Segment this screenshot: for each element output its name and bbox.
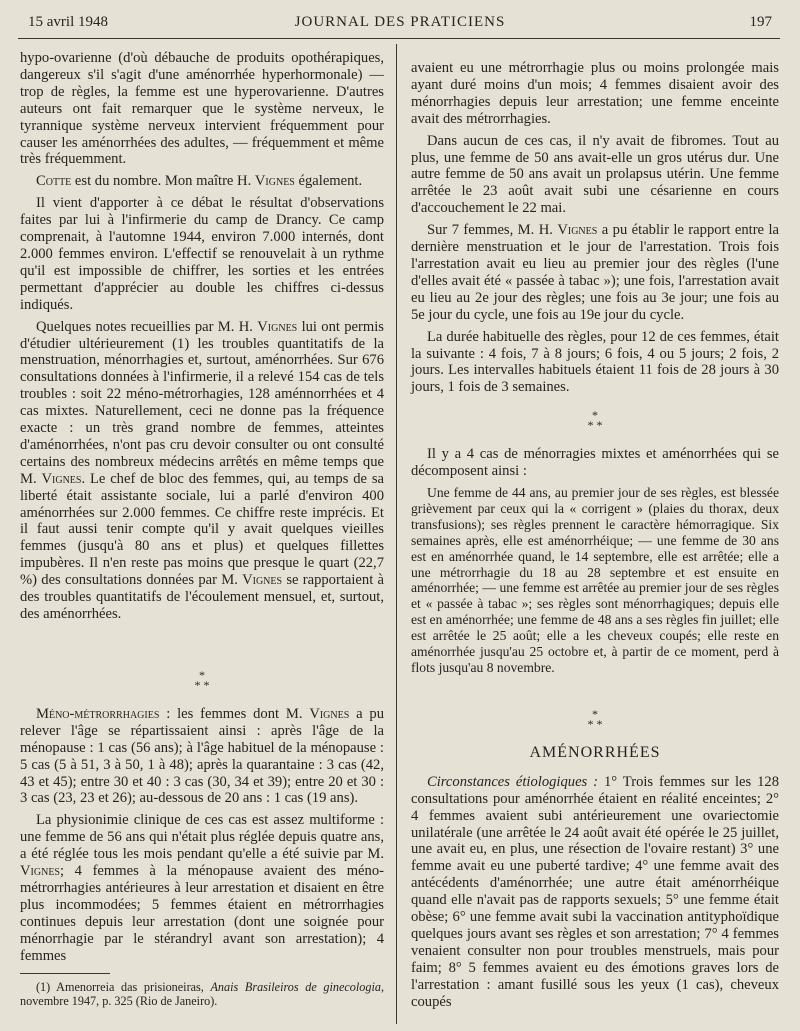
author-name: Vignes	[557, 222, 598, 239]
footnote-rule	[20, 973, 110, 974]
author-name: Vignes	[242, 572, 283, 589]
section-asterisks	[20, 667, 384, 692]
author-name: Vignes	[41, 470, 82, 487]
asterisk-pair: * *	[194, 677, 210, 692]
left-column	[20, 50, 384, 1013]
section-asterisks	[411, 408, 779, 433]
paragraph	[20, 706, 384, 807]
paragraph: La durée habituelle des règles, pour 12 de ces femmes, était la suivante : 4 fois, 7 à 8 jours; 6 fois, 4 ou 5 jours; 2 fois, 2 jours. Les intervalles habituels étaient 11 fois de 28 jours à 30 jours, 1 fois de 3 semaines.	[411, 328, 779, 396]
text-run: 1° Trois femmes sur les 128 consultations pour aménorrhée étaient en réalité enceintes; 2° 4 femmes avaient subi antérieurement une ovariectomie unilatérale (une arrêtée le 24 août avait été opérée le 25 juillet, une avait eu, en plus, une résection de l'ovaire restant) 3° une femme avait eu une puberté tardive; 4° une femme avait des antécédents d'aménorrhée; une autre était aménorrhéique quand elle n'avait pas de rapports sexuels; 5° une femme était obèse; 6° une femme avait subi la vaccination antityphoïdique quelques jours avant ses règles et son arrestation; 7° 4 femmes venaient consulter non pour troubles menstruels, mais pour faim; 8° 5 femmes avaient eu des émotions graves lors de l'arrestation : amant fusillé sous les yeux (1 cas), cheveux coupés	[411, 773, 780, 1010]
asterisk-pair: * *	[587, 716, 603, 731]
case-list-paragraph: Une femme de 44 ans, au premier jour de ses règles, est blessée grièvement par ceux qui la « corrigent » (plaies du thorax, deux transfusions); ses règles prennent le caractère hémorragique. Six semaines après, elle est aménorrhéique; — une femme de 30 ans est en aménorrhée quand, le 14 septembre, elle est arrêtée; elle a une métrorrhagie du 18 au 28 septembre et est ensuite en aménorrhée; — une femme est arrêtée au premier jour de ses règles et « passée à tabac »; ses règles sont ménorrhagiques; depuis elle est en aménorrhée; une femme de 48 ans a ses règles fin juillet; elle est arrêtée le 25 août; elle a les cheveux coupés; elle reste en aménorrhée jusqu'au 25 octobre et, à partir de ce moment, perd à flots jusqu'au 8 novembre.	[411, 485, 779, 675]
text-run: Sur 7 femmes, M. H.	[427, 222, 558, 239]
paragraph: avaient eu une métrorrhagie plus ou moins prolongée mais ayant duré moins d'un mois; 4 femmes disaient avoir des ménorrhagies depuis leur arrestation; une femme enceinte avait des métrorrhagies.	[411, 60, 779, 127]
text-run: lui ont permis d'étudier ultérieurement (1) les troubles quantitatifs de la menstruation, ménorrhagies et, surtout, aménorrhées. Sur 676 consultations données à l'infirmerie, il a relevé 154 cas de tels troubles : soit 22 méno-métrorhagies, 128 aménnorrhées et 4 cas mixtes. Naturellement, ceci ne donne pas la fréquence exacte : un très grand nombre de femmes, atteintes d'aménorrhées, n'ont pas cru devoir consulter ou ont consulté certains des nombreux médecins arrêtés en même temps que M.	[20, 318, 384, 487]
header-rule	[18, 38, 780, 39]
text-run: se rapportaient à des troubles quantitatifs de l'écoulement mensuel, et, surtout, des aménorrhées.	[20, 572, 384, 622]
section-asterisks	[411, 706, 779, 731]
text-run: ; 4 femmes à la ménopause avaient des méno-métrorrhagies antérieures à leur arrestation et disaient en être plus incommodées; 5 femmes étaient en métrorrhagies continues depuis leur arrestation (dont une soignée pour ménorrhagie par le stérandryl avant son arrestation); 4 femmes	[20, 863, 384, 964]
text-run: . Le chef de bloc des femmes, qui, au temps de sa liberté était assistante sociale, lui a parlé d'environ 400 aménorrhées sur 2.000 femmes. Ce chiffre reste imprécis. Et il faut aussi tenir compte qu'il y avait quelques vieilles femmes (jusqu'à 80 ans et plus) et quelques fillettes impubères. Il n'en reste pas moins que presque le quart (22,7 %) des consultations données par M.	[20, 470, 384, 589]
text-run: a pu relever l'âge se répartissaient ainsi : après l'âge de la ménopause : 1 cas (56 ans); à l'âge habituel de la ménopause : 5 cas (5 à 51, 3 à 50, 1 à 48); après la quarantaine : 3 cas (42, 43 et 45); entre 30 et 40 : 3 cas (30, 34 et 39); entre 20 et 30 : 3 cas (23, 23 et 26); au-dessous de 20 ans : 1 cas (19 ans).	[20, 705, 384, 807]
asterisk-pair: * *	[587, 418, 603, 433]
text-run: a pu établir le rapport entre la dernière menstruation et le jour de l'arrestation. Trois fois l'arrestation avait eu lieu au premier jour des règles (l'une d'elles avait été « passée à tabac »); une fois, l'arrestation avait eu lieu au 2e jour des règles; une fois au 3e jour; une fois au 5e jour du cycle, une fois au 19e jour du cycle.	[411, 222, 779, 323]
journal-citation: Anais Brasileiros de ginecologia	[210, 979, 381, 994]
column-divider	[396, 44, 397, 1024]
section-lead: Méno-métrorrhagies	[36, 705, 160, 722]
right-column	[411, 60, 779, 1016]
paragraph	[411, 222, 779, 323]
paragraph: Il y a 4 cas de ménorragies mixtes et aménorrhées qui se décomposent ainsi :	[411, 446, 779, 480]
author-name: Vignes	[257, 318, 298, 335]
text-run: également.	[294, 173, 363, 190]
asterisk: *	[592, 706, 598, 721]
paragraph: Dans aucun de ces cas, il n'y avait de fibromes. Tout au plus, une femme de 50 ans avait-elle un gros utérus dur. Une autre femme de 50 ans avait un prolapsus utérin. Une femme arrêtée le 23 août avait subi une césarienne en cours d'accouchement le 22 mai.	[411, 132, 779, 217]
issue-date: 15 avril 1948	[28, 14, 108, 30]
paragraph	[20, 812, 384, 964]
page-number: 197	[749, 14, 772, 30]
paragraph: hypo-ovarienne (d'où débauche de produits opothérapiques, dangereux s'il s'agit d'une aménorrhée hyperhormonale) — trop de règles, la femme est une hyperovarienne. D'autres auteurs ont fait remarquer que le système nerveux, le tyrannique système nerveux intervient fréquemment pour causer les aménorrhées des adultes, — fréquemment et même très fréquemment.	[20, 50, 384, 168]
paragraph	[411, 774, 779, 1011]
asterisk: *	[199, 667, 205, 682]
author-name: Vignes	[254, 173, 295, 190]
asterisk: *	[592, 408, 598, 423]
journal-title: JOURNAL DES PRATICIENS	[294, 14, 506, 30]
text-run: : les femmes dont M.	[159, 705, 310, 722]
subsection-lead: Circonstances étiologiques :	[427, 773, 599, 790]
section-heading: AMÉNORRHÉES	[529, 743, 661, 761]
footnote: (1) Amenorreia das prisioneiras, Anais Brasileiros de ginecologia, novembre 1947, p. 325 (Rio de Janeiro).	[20, 979, 384, 1008]
author-name: Cotte	[36, 173, 72, 190]
paragraph	[20, 319, 384, 623]
running-header	[28, 12, 772, 34]
paragraph: Il vient d'apporter à ce débat le résultat d'observations faites par lui à l'infirmerie du camp de Drancy. Ce camp comprenait, à l'automne 1944, environ 7.000 internés, dont 2.000 femmes environ. L'effectif se renouvelait à un rythme qu'il est impossible de chiffrer, les sorties et les entrées permettant d'apprécier au double les chiffres ci-dessus indiqués.	[20, 195, 384, 313]
text-run: La physionimie clinique de ces cas est assez multiforme : une femme de 56 ans qui n'était plus réglée depuis quatre ans, a été réglée tous les mois pendant qu'elle a été suivie par M.	[20, 812, 384, 863]
author-name: Vignes	[309, 705, 350, 722]
paragraph	[20, 173, 384, 190]
author-name: Vignes	[20, 863, 60, 880]
text-run: Quelques notes recueillies par M. H.	[36, 318, 258, 335]
text-run: est du nombre. Mon maître H.	[71, 173, 255, 190]
